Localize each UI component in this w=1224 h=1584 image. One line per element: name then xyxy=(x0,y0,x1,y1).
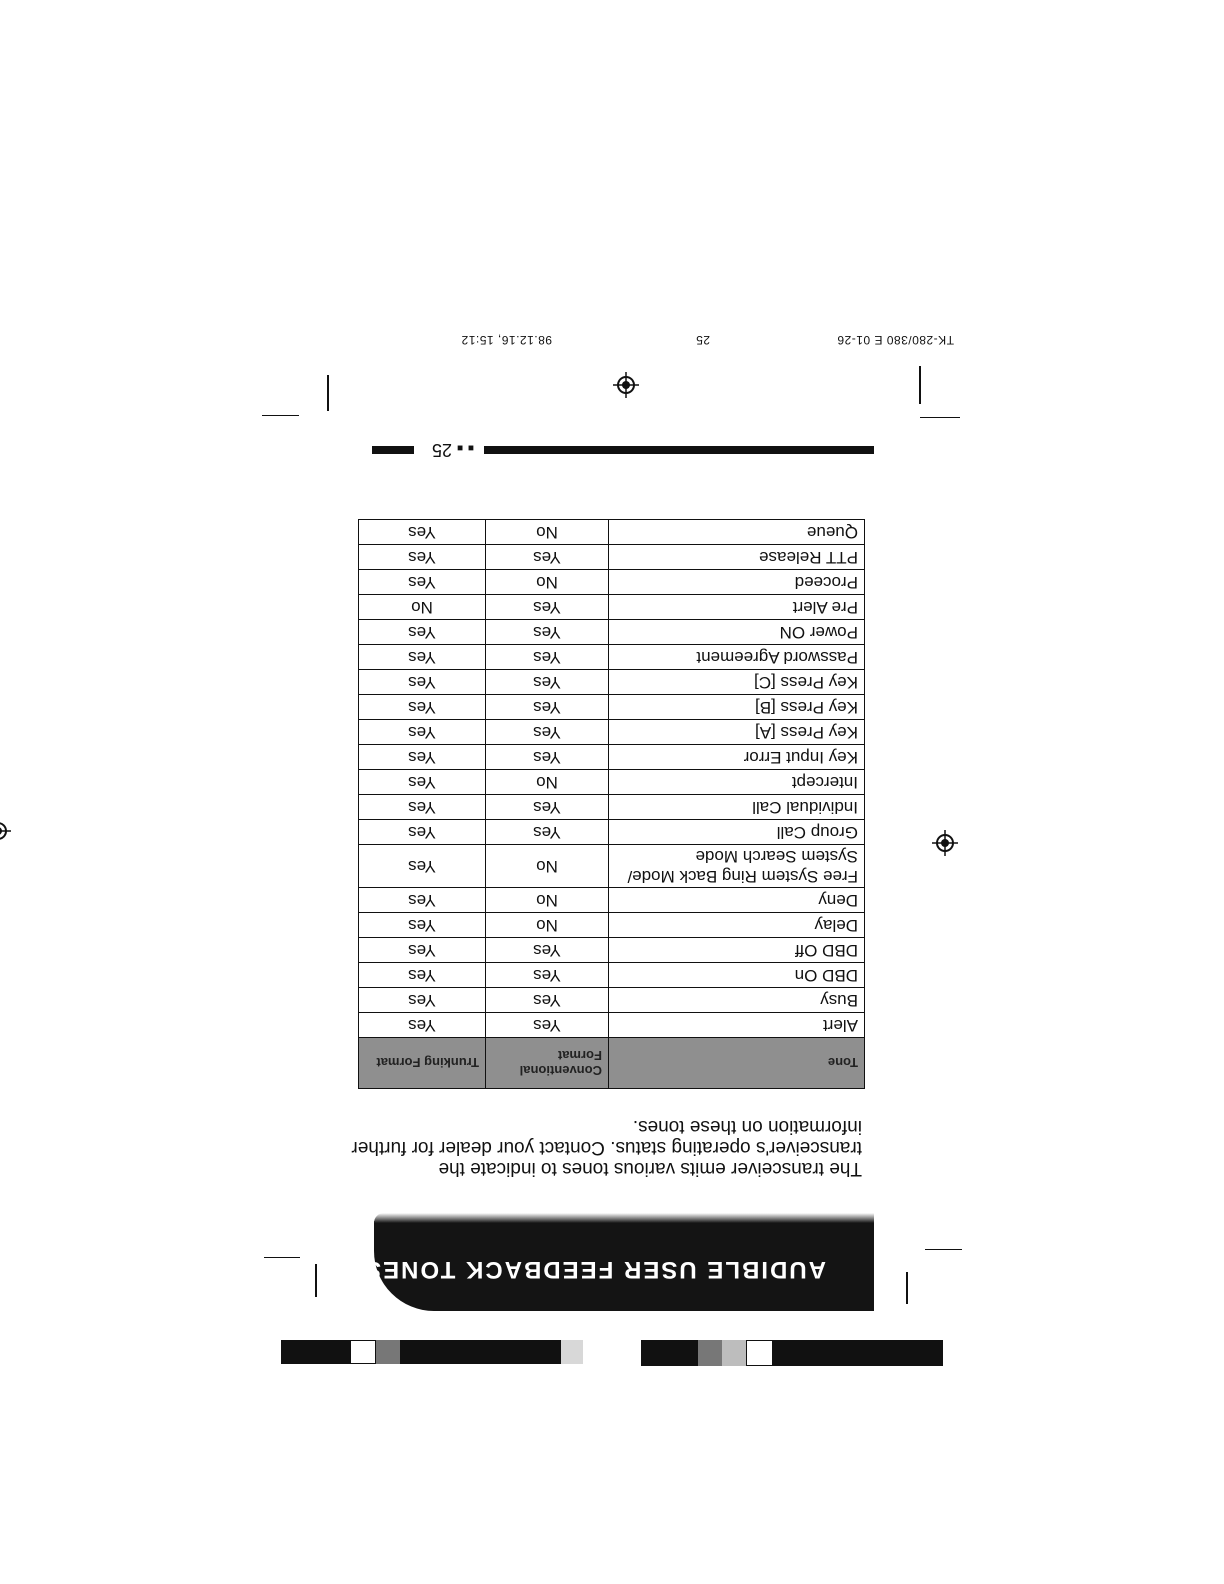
tone-name: Delay xyxy=(609,913,865,938)
conventional-value: Yes xyxy=(486,1013,609,1038)
table-row xyxy=(359,570,865,595)
page-number-rule: ■ ■ 25 xyxy=(344,444,874,454)
tone-name: Deny xyxy=(609,888,865,913)
tone-name: Free System Ring Back Mode/ System Search Mode xyxy=(609,845,865,888)
tones-table xyxy=(358,519,865,1089)
conventional-value: No xyxy=(486,520,609,545)
conventional-value: Yes xyxy=(486,645,609,670)
table-row xyxy=(359,745,865,770)
trunking-value: Yes xyxy=(359,913,486,938)
conventional-value: Yes xyxy=(486,620,609,645)
crop-mark xyxy=(919,366,921,404)
tone-name: Alert xyxy=(609,1013,865,1038)
conventional-value: No xyxy=(486,888,609,913)
column-header: Conventional Format xyxy=(486,1038,609,1089)
table-row xyxy=(359,620,865,645)
trunking-value: Yes xyxy=(359,1013,486,1038)
conventional-value: Yes xyxy=(486,545,609,570)
table-row xyxy=(359,988,865,1013)
crop-mark xyxy=(925,1249,962,1250)
tone-name: Power ON xyxy=(609,620,865,645)
table-row xyxy=(359,845,865,888)
column-header: Trunking Format xyxy=(359,1038,486,1089)
tone-name: Group Call xyxy=(609,820,865,845)
trunking-value: Yes xyxy=(359,620,486,645)
conventional-value: No xyxy=(486,770,609,795)
conventional-value: Yes xyxy=(486,820,609,845)
conventional-value: Yes xyxy=(486,695,609,720)
registration-mark-icon xyxy=(613,372,639,398)
calibration-strip xyxy=(281,1340,583,1364)
trunking-value: Yes xyxy=(359,570,486,595)
table-row xyxy=(359,595,865,620)
trunking-value: Yes xyxy=(359,845,486,888)
trunking-value: Yes xyxy=(359,545,486,570)
table-row xyxy=(359,888,865,913)
tone-name: Key Press [A] xyxy=(609,720,865,745)
conventional-value: Yes xyxy=(486,595,609,620)
crop-mark xyxy=(315,1264,317,1297)
tone-name: Pre Alert xyxy=(609,595,865,620)
conventional-value: No xyxy=(486,570,609,595)
trunking-value: Yes xyxy=(359,888,486,913)
trunking-value: Yes xyxy=(359,988,486,1013)
crop-mark xyxy=(327,375,329,411)
calibration-strip xyxy=(641,1340,943,1366)
table-row xyxy=(359,695,865,720)
trunking-value: Yes xyxy=(359,963,486,988)
trunking-value: Yes xyxy=(359,770,486,795)
trunking-value: Yes xyxy=(359,720,486,745)
tone-name: DBD On xyxy=(609,963,865,988)
page-number: 25 xyxy=(431,440,452,460)
table-row xyxy=(359,645,865,670)
trunking-value: Yes xyxy=(359,695,486,720)
conventional-value: Yes xyxy=(486,963,609,988)
table-row xyxy=(359,938,865,963)
conventional-value: No xyxy=(486,845,609,888)
table-row xyxy=(359,795,865,820)
registration-mark-icon xyxy=(0,818,11,844)
trunking-value: Yes xyxy=(359,938,486,963)
slug-file: TK-280/380 E 01-26 xyxy=(836,333,954,347)
conventional-value: Yes xyxy=(486,670,609,695)
tone-name: Queue xyxy=(609,520,865,545)
conventional-value: Yes xyxy=(486,938,609,963)
tone-name: Key Press [B] xyxy=(609,695,865,720)
section-header xyxy=(362,1191,874,1311)
conventional-value: Yes xyxy=(486,988,609,1013)
conventional-value: Yes xyxy=(486,720,609,745)
trunking-value: Yes xyxy=(359,795,486,820)
tone-name: Key Input Error xyxy=(609,745,865,770)
table-row xyxy=(359,520,865,545)
table-row xyxy=(359,913,865,938)
table-row xyxy=(359,720,865,745)
tone-name: DBD Off xyxy=(609,938,865,963)
crop-mark xyxy=(262,415,299,416)
table-row xyxy=(359,770,865,795)
trunking-value: No xyxy=(359,595,486,620)
table-header-row xyxy=(359,1038,865,1089)
trunking-value: Yes xyxy=(359,820,486,845)
column-header: Tone xyxy=(609,1038,865,1089)
trunking-value: Yes xyxy=(359,745,486,770)
trunking-value: Yes xyxy=(359,645,486,670)
slug-timestamp: 98.12.16, 15:12 xyxy=(461,333,552,347)
crop-mark xyxy=(264,1257,300,1258)
registration-mark-icon xyxy=(932,830,958,856)
table-row xyxy=(359,1013,865,1038)
tone-name: PTT Release xyxy=(609,545,865,570)
crop-mark xyxy=(920,417,960,418)
tone-name: Proceed xyxy=(609,570,865,595)
section-title: AUDIBLE USER FEEDBACK TONES xyxy=(363,1256,826,1283)
conventional-value: No xyxy=(486,913,609,938)
crop-mark xyxy=(906,1272,908,1304)
table-row xyxy=(359,963,865,988)
tone-name: Busy xyxy=(609,988,865,1013)
conventional-value: Yes xyxy=(486,745,609,770)
table-row xyxy=(359,670,865,695)
table-row xyxy=(359,820,865,845)
tone-name: Key Press [C] xyxy=(609,670,865,695)
trunking-value: Yes xyxy=(359,520,486,545)
intro-paragraph: The transceiver emits various tones to indicate the transceiver's operating status. Contact your dealer for further information on these tones. xyxy=(351,1116,862,1179)
conventional-value: Yes xyxy=(486,795,609,820)
trunking-value: Yes xyxy=(359,670,486,695)
slug-page: 25 xyxy=(695,333,710,347)
tone-name: Password Agreement xyxy=(609,645,865,670)
tone-name: Intercept xyxy=(609,770,865,795)
tone-name: Individual Call xyxy=(609,795,865,820)
table-row xyxy=(359,545,865,570)
